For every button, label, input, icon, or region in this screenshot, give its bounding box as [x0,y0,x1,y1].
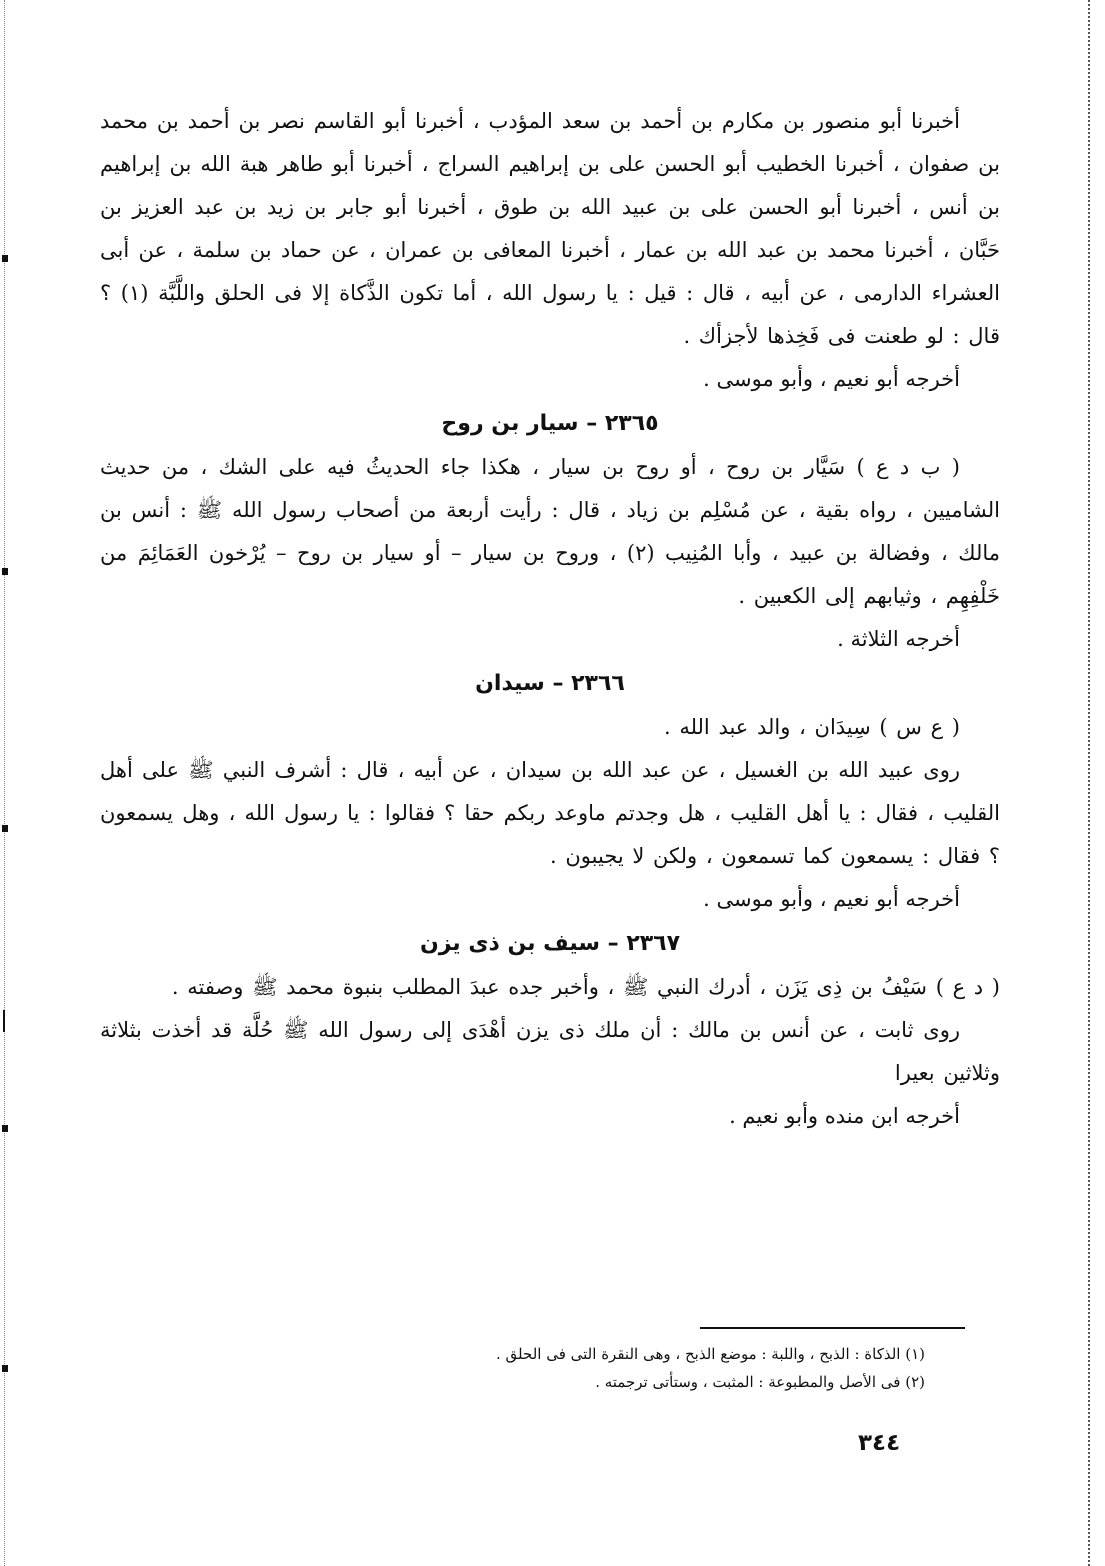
entry-paragraph: ( د ع ) سَيْفُ بن ذِى يَزَن ، أدرك النبي ﷺ ، وأخبر جده عبدَ المطلب بنبوة محمد ﷺ وصفته . [171,975,1000,999]
entry-paragraph: ( ب د ع ) سَيَّار بن روح ، أو روح بن سيار ، هكذا جاء الحديثُ فيه على الشك ، من حديث الشاميين ، رواه بقية ، عن مُسْلِم بن زياد ، قال : رأيت أربعة من أصحاب رسول الله ﷺ : أنس بن مالك ، وفضالة بن عبيد ، وأبا المُنِيب (٢) ، وروح بن سيار – أو سيار بن روح – يُرْخون العَمَائِمَ من خَلْفِهِم ، وثيابهم إلى الكعبين . [100,455,1000,608]
opening-paragraph: أخبرنا أبو منصور بن مكارم بن أحمد بن سعد المؤدب ، أخبرنا أبو القاسم نصر بن أحمد بن محمد بن صفوان ، أخبرنا الخطيب أبو الحسن على بن إبراهيم السراج ، أخبرنا أبو طاهر هبة الله بن إبراهيم بن أنس ، أخبرنا أبو الحسن على بن عبيد الله بن طوق ، أخبرنا أبو جابر بن زيد بن عبد العزيز بن حَبَّان ، أخبرنا محمد بن عبد الله بن عمار ، أخبرنا المعافى بن عمران ، عن حماد بن سلمة ، عن أبى العشراء الدارمى ، عن أبيه ، قال : قيل : يا رسول الله ، أما تكون الذَّكاة إلا فى الحلق واللَّبَّة (١) ؟ قال : لو طعنت فى فَخِذها لأجزأك . [100,109,1000,348]
gutter-mark [2,1365,8,1372]
left-margin-rule [4,0,5,1566]
right-margin-rule [1088,0,1090,1566]
gutter-mark [2,255,8,262]
entry-heading: ٢٣٦٥ – سيار بن روح [441,411,659,436]
entry-paragraph: روى ثابت ، عن أنس بن مالك : أن ملك ذى يزن أهْدَى إلى رسول الله ﷺ حُلَّة قد أخذت بثلاثة وثلاثين بعيرا [100,1018,1000,1085]
entry-2365 [100,401,1000,661]
gutter-mark [3,1010,5,1032]
entry-source: أخرجه أبو نعيم ، وأبو موسى . [703,887,960,911]
entry-2366 [100,661,1000,921]
entry-source: أخرجه الثلاثة . [837,627,960,651]
entry-source: أخرجه ابن منده وأبو نعيم . [729,1104,960,1128]
gutter-mark [2,568,8,575]
entry-heading: ٢٣٦٧ – سيف بن ذى يزن [419,931,681,956]
entry-paragraph: ( ع س ) سِيدَان ، والد عبد الله . [663,715,960,739]
entry-heading: ٢٣٦٦ – سيدان [475,671,625,696]
page-number: ٣٤٤ [858,1430,901,1456]
gutter-mark [2,825,8,832]
footnote-divider [700,1327,965,1329]
footnote: (١) الذكاة : الذبح ، واللبة : موضع الذبح ، وهى النقرة التى فى الحلق . [496,1345,925,1363]
footnotes [300,1340,925,1396]
opening-source: أخرجه أبو نعيم ، وأبو موسى . [703,367,960,391]
entry-paragraph: روى عبيد الله بن الغسيل ، عن عبد الله بن سيدان ، عن أبيه ، قال : أشرف النبي ﷺ على أهل القليب ، فقال : يا أهل القليب ، هل وجدتم ماوعد ربكم حقا ؟ فقالوا : يا رسول الله ، وهل يسمعون ؟ فقال : يسمعون كما تسمعون ، ولكن لا يجيبون . [100,758,1000,868]
footnote: (٢) فى الأصل والمطبوعة : المثبت ، وستأتى ترجمته . [595,1373,925,1391]
main-text [100,100,1000,1138]
entry-2367 [100,921,1000,1138]
gutter-mark [2,1125,8,1132]
